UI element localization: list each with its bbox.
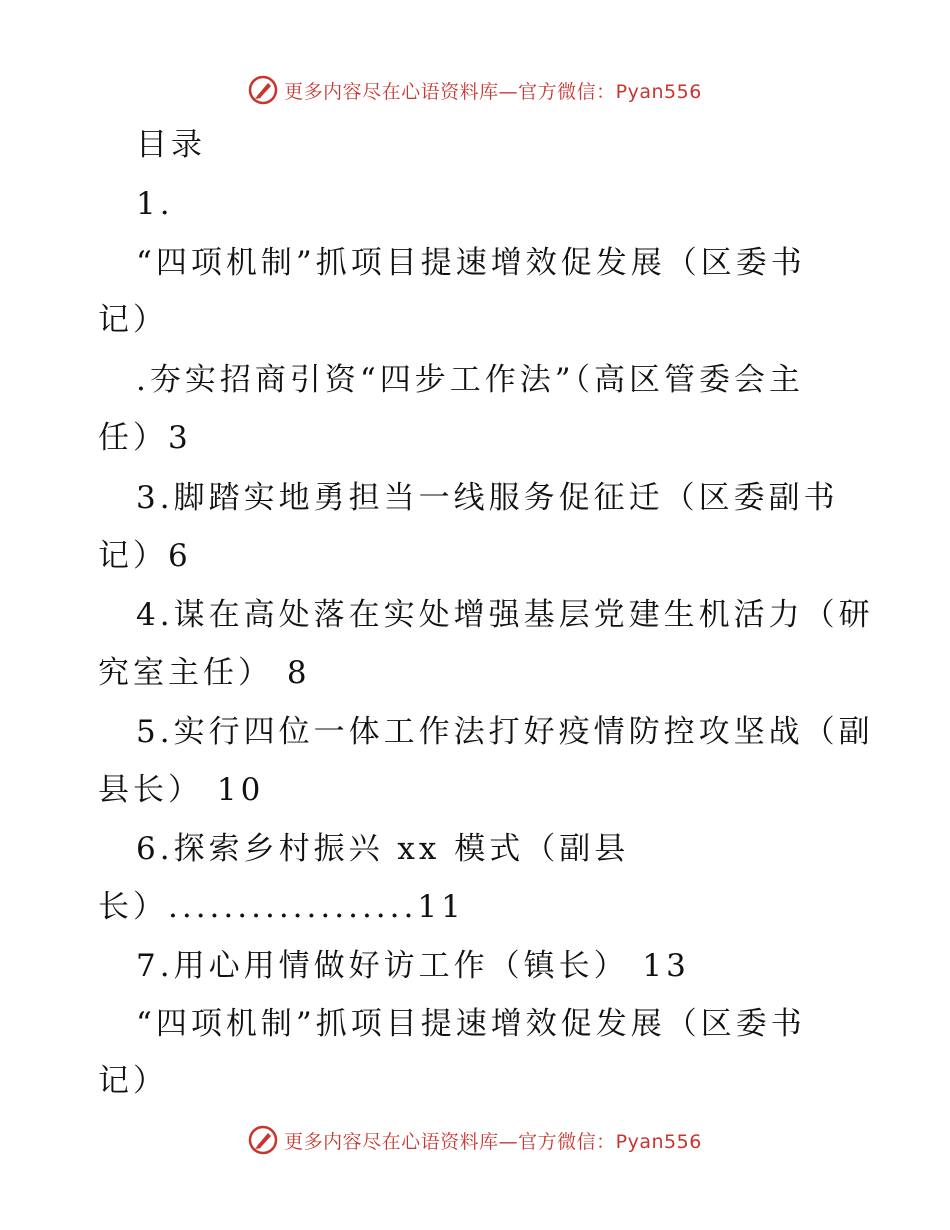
toc-line: 记） [98, 302, 168, 338]
quill-pen-logo-icon [248, 75, 278, 105]
banner-text: 更多内容尽在心语资料库—官方微信：Pyan556 [284, 80, 702, 103]
banner-text: 更多内容尽在心语资料库—官方微信：Pyan556 [284, 1130, 702, 1153]
footer-banner [0, 1120, 950, 1160]
toc-line: 1. [136, 186, 174, 222]
toc-line: 6.探索乡村振兴 xx 模式（副县 [136, 831, 630, 867]
toc-line: 究室主任） 8 [98, 655, 311, 691]
toc-line: 7.用心用情做好访工作（镇长） 13 [136, 948, 690, 984]
toc-line: “四项机制”抓项目提速增效促发展（区委书 [136, 245, 806, 281]
toc-line: 记） [98, 1063, 168, 1099]
toc-line: “四项机制”抓项目提速增效促发展（区委书 [136, 1006, 806, 1042]
quill-pen-logo-icon [248, 1125, 278, 1155]
header-banner [0, 70, 950, 110]
toc-line: .夯实招商引资“四步工作法”（高区管委会主 [136, 362, 805, 398]
toc-line: 记）6 [98, 538, 192, 574]
toc-heading: 目录 [136, 127, 206, 163]
toc-line: 长）..................11 [98, 889, 465, 925]
toc-line: 4.谋在高处落在实处增强基层党建生机活力（研 [136, 597, 874, 633]
toc-line: 3.脚踏实地勇担当一线服务促征迁（区委副书 [136, 480, 839, 516]
toc-line: 县长） 10 [98, 772, 265, 808]
toc-line: 任）3 [98, 420, 192, 456]
toc-line: 5.实行四位一体工作法打好疫情防控攻坚战（副 [136, 714, 874, 750]
